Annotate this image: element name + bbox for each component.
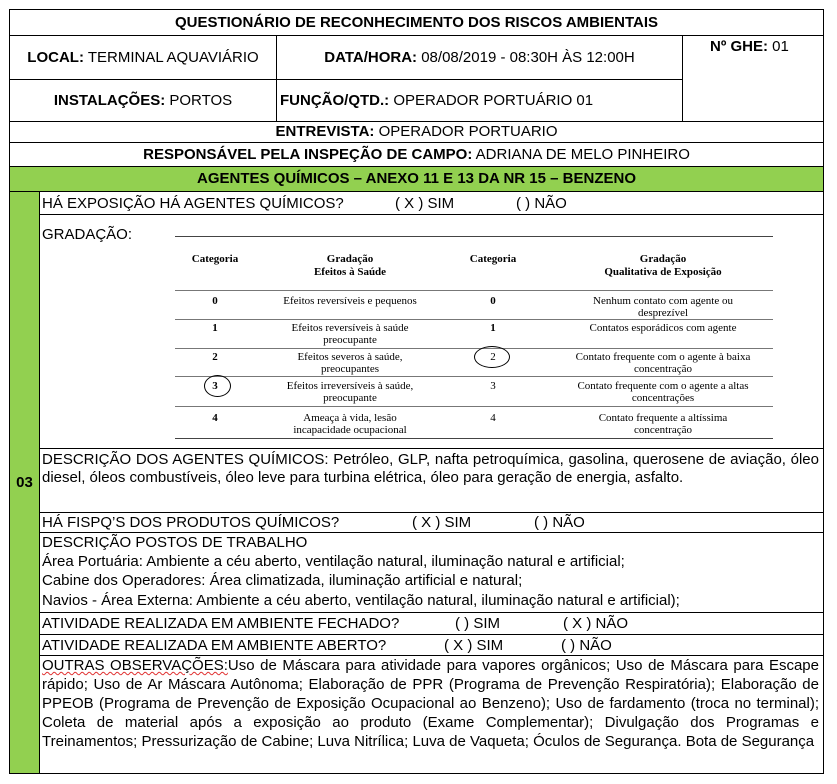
- question-text: ATIVIDADE REALIZADA EM AMBIENTE FECHADO?: [42, 615, 400, 632]
- postos-line: Cabine dos Operadores: Área climatizada, iluminação artificial e natural;: [42, 572, 523, 589]
- gradacao-efeito: Efeitos reversíveis à saúde: [291, 322, 409, 334]
- gradacao-cat-exposicao: 3: [490, 380, 496, 392]
- ghe-cell: Nº GHE: 01: [683, 36, 823, 122]
- observacoes-text: [42, 656, 819, 751]
- question-exposicao: [40, 192, 823, 215]
- instalacoes-cell: INSTALAÇÕES: PORTOS: [10, 80, 277, 122]
- question-fispq: [40, 513, 823, 533]
- postos-line: Navios - Área Externa: Ambiente a céu aberto, ventilação natural, iluminação natural e artificial);: [42, 592, 680, 609]
- form-title: QUESTIONÁRIO DE RECONHECIMENTO DOS RISCOS AMBIENTAIS: [10, 10, 823, 36]
- gradacao-efeito: Efeitos reversíveis e pequenos: [283, 295, 417, 307]
- funcao-cell: FUNÇÃO/QTD.: OPERADOR PORTUÁRIO 01: [277, 80, 683, 122]
- gradacao-efeito: Efeitos severos à saúde,: [297, 351, 403, 363]
- question-text: HÁ FISPQ’S DOS PRODUTOS QUÍMICOS?: [42, 514, 340, 531]
- observacoes-body: Uso de Máscara para atividade para vapores orgânicos; Uso de Máscara para Escape rápido; Uso de Ar Máscara Autônoma; Elaboração de PPR (Programa de Prevenção Respiratória); Elaboração de PPEOB (Programa de Prevenção de Exposição Ocupacional ao Benzeno); Uso de fardamento (troca no terminal); Coleta de material após a exposição ao produto (Exame Complementar); Divulgação dos Programas e Treinamentos; Pressurização de Cabine; Luva Nitrílica; Luva de Vaqueta; Óculos de Segurança. Bota de Segurança: [42, 657, 819, 750]
- gradacao-cat-exposicao: 0: [490, 295, 496, 307]
- question-text: HÁ EXPOSIÇÃO HÁ AGENTES QUÍMICOS?: [42, 195, 344, 212]
- question-text: ATIVIDADE REALIZADA EM AMBIENTE ABERTO?: [42, 637, 387, 654]
- gradacao-cat-exposicao-selected: 2: [490, 351, 496, 363]
- gradacao-cat-exposicao: 4: [490, 412, 496, 424]
- option-nao: ( ) NÃO: [516, 195, 567, 212]
- local-cell: LOCAL: TERMINAL AQUAVIÁRIO: [10, 36, 277, 80]
- selection-circle: [204, 375, 231, 397]
- gradacao-cat-efeito: 2: [212, 351, 218, 363]
- gradacao-exposicao-cont: concentrações: [631, 392, 695, 404]
- gradacao-exposicao: Nenhum contato com agente ou: [593, 295, 733, 307]
- responsavel-cell: RESPONSÁVEL PELA INSPEÇÃO DE CAMPO: ADRIANA DE MELO PINHEIRO: [10, 143, 823, 167]
- gradacao-cat-efeito: 0: [212, 295, 218, 307]
- gradacao-efeito-cont: preocupante: [323, 334, 377, 346]
- gradacao-exposicao: Contato frequente a altíssima: [598, 412, 728, 424]
- descricao-agentes-cell: [40, 449, 823, 513]
- postos-line: Área Portuária: Ambiente a céu aberto, ventilação natural, iluminação natural e artificial;: [42, 553, 625, 570]
- entrevista-cell: ENTREVISTA: OPERADOR PORTUARIO: [10, 122, 823, 143]
- question-ambiente-aberto: [40, 635, 823, 656]
- gradacao-efeito: Efeitos irreversíveis à saúde,: [286, 380, 414, 392]
- gradacao-header-categoria-1: Categoria: [191, 253, 239, 265]
- outras-observacoes-cell: [40, 656, 823, 773]
- gradacao-cat-efeito-selected: 3: [212, 380, 218, 392]
- section-title: AGENTES QUÍMICOS – ANEXO 11 E 13 DA NR 15 – BENZENO: [10, 167, 823, 192]
- question-ambiente-fechado: [40, 613, 823, 635]
- gradacao-cat-efeito: 4: [212, 412, 218, 424]
- gradacao-exposicao: Contatos esporádicos com agente: [589, 322, 737, 334]
- option-nao: ( ) NÃO: [561, 637, 612, 654]
- postos-trabalho-cell: [40, 533, 823, 613]
- option-sim-checked: ( X ) SIM: [444, 637, 504, 654]
- option-sim-checked: ( X ) SIM: [395, 195, 455, 212]
- postos-title: DESCRIÇÃO POSTOS DE TRABALHO: [42, 534, 308, 551]
- gradacao-cell: [40, 215, 823, 449]
- gradacao-header-exposicao-1: Gradação: [639, 253, 687, 265]
- selection-circle: [474, 346, 510, 368]
- option-sim-checked: ( X ) SIM: [412, 514, 472, 531]
- gradacao-label: GRADAÇÃO:: [42, 226, 133, 243]
- option-nao: ( ) NÃO: [534, 514, 585, 531]
- gradacao-exposicao: Contato frequente com o agente à baixa: [575, 351, 751, 363]
- gradacao-header-efeitos-1: Gradação: [326, 253, 374, 265]
- risk-questionnaire-form: [9, 9, 824, 774]
- gradacao-header-categoria-2: Categoria: [469, 253, 517, 265]
- gradacao-exposicao: Contato frequente com o agente a altas: [577, 380, 749, 392]
- gradacao-efeito: Ameaça à vida, lesão: [303, 412, 397, 424]
- descricao-agentes-text: DESCRIÇÃO DOS AGENTES QUÍMICOS: Petróleo, GLP, nafta petroquímica, gasolina, querosene de aviação, óleo diesel, óleos combustíveis, óleo leve para turbina elétrica, óleo para geração de energia, asfalto.: [42, 451, 819, 486]
- gradacao-exposicao-cont: concentração: [633, 363, 692, 375]
- gradacao-exposicao-cont: concentração: [633, 424, 692, 436]
- observacoes-label: OUTRAS OBSERVAÇÕES:: [42, 657, 228, 674]
- gradacao-header-efeitos-2: Efeitos à Saúde: [313, 266, 387, 278]
- gradacao-exposicao-cont: desprezível: [637, 307, 689, 319]
- data-hora-cell: DATA/HORA: 08/08/2019 - 08:30H ÀS 12:00H: [277, 36, 683, 80]
- gradacao-efeito-cont: incapacidade ocupacional: [293, 424, 407, 436]
- gradacao-cat-exposicao: 1: [490, 322, 496, 334]
- gradacao-cat-efeito: 1: [212, 322, 218, 334]
- section-number: 03: [10, 192, 40, 773]
- option-nao-checked: ( X ) NÃO: [563, 615, 629, 632]
- option-sim: ( ) SIM: [455, 615, 500, 632]
- gradacao-efeito-cont: preocupante: [323, 392, 377, 404]
- gradacao-efeito-cont: preocupantes: [320, 363, 380, 375]
- gradacao-header-exposicao-2: Qualitativa de Exposição: [604, 266, 722, 278]
